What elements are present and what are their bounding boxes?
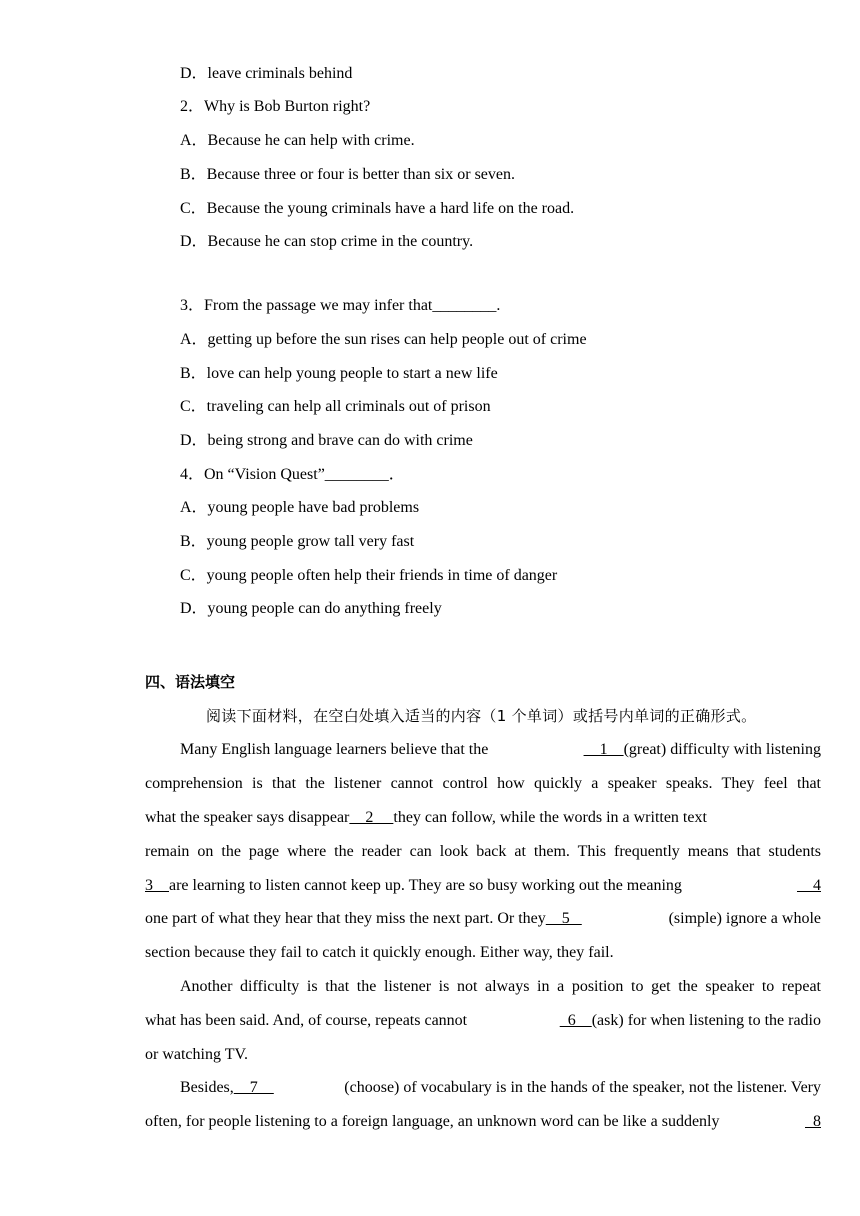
passage-text: one part of what they hear that they miss the next part. Or they bbox=[145, 910, 546, 927]
passage-line bbox=[180, 1078, 821, 1098]
q1-option-d: D．leave criminals behind bbox=[180, 65, 353, 82]
q3-option-b: B．love can help young people to start a new life bbox=[180, 365, 498, 382]
passage-line bbox=[145, 808, 821, 828]
section-instruction: 阅读下面材料，在空白处填入适当的内容（1 个单词）或括号内单词的正确形式。 bbox=[206, 707, 757, 725]
passage-text: what has been said. And, of course, repeats cannot bbox=[145, 1012, 468, 1029]
passage-line: section because they fail to catch it quickly enough. Either way, they fail. bbox=[145, 944, 614, 961]
blank-5[interactable]: 5 bbox=[545, 910, 582, 927]
passage-line bbox=[145, 876, 821, 896]
blank-2[interactable]: 2 bbox=[349, 809, 394, 826]
q2-option-b: B．Because three or four is better than six or seven. bbox=[180, 166, 516, 183]
q2-option-d: D．Because he can stop crime in the country. bbox=[180, 233, 474, 250]
passage-text: (ask) for when listening to the radio bbox=[591, 1012, 821, 1029]
passage-line bbox=[180, 740, 821, 760]
q4-option-c: C．young people often help their friends in time of danger bbox=[180, 567, 558, 584]
blank-1[interactable]: 1 bbox=[583, 741, 624, 758]
passage-text: what the speaker says disappear bbox=[145, 809, 350, 826]
q2-option-a: A．Because he can help with crime. bbox=[180, 132, 415, 149]
q4-stem: 4．On “Vision Quest”________． bbox=[180, 466, 405, 483]
blank-3[interactable]: 3 bbox=[145, 877, 169, 894]
section-heading: 四、语法填空 bbox=[145, 673, 236, 691]
passage-text: (simple) ignore a whole bbox=[668, 910, 821, 927]
passage-text: they can follow, while the words in a written text bbox=[393, 809, 707, 826]
passage-text: (great) difficulty with listening bbox=[623, 741, 821, 758]
blank-4[interactable]: 4 bbox=[797, 877, 821, 894]
passage-line: or watching TV. bbox=[145, 1046, 248, 1063]
q3-option-c: C．traveling can help all criminals out of prison bbox=[180, 398, 491, 415]
passage-text: remain on the page where the reader can look back at them. This frequently means that students bbox=[145, 843, 821, 860]
blank-8[interactable]: 8 bbox=[805, 1113, 821, 1130]
passage-text: comprehension is that the listener cannot control how quickly a speaker speaks. They feel that bbox=[145, 775, 821, 792]
passage-text: Another difficulty is that the listener is not always in a position to get the speaker to repeat bbox=[180, 978, 821, 995]
passage-line bbox=[145, 774, 821, 794]
q2-option-c: C．Because the young criminals have a hard life on the road. bbox=[180, 200, 575, 217]
blank-7[interactable]: 7 bbox=[233, 1079, 274, 1096]
q2-stem: 2．Why is Bob Burton right? bbox=[180, 98, 371, 115]
q4-option-b: B．young people grow tall very fast bbox=[180, 533, 415, 550]
q3-stem: 3．From the passage we may infer that________. bbox=[180, 297, 501, 314]
passage-line bbox=[145, 909, 821, 929]
passage-text: are learning to listen cannot keep up. They are so busy working out the meaning bbox=[169, 877, 682, 894]
passage-text: Besides, bbox=[180, 1079, 234, 1096]
q4-option-a: A．young people have bad problems bbox=[180, 499, 420, 516]
q3-option-d: D．being strong and brave can do with crime bbox=[180, 432, 473, 449]
passage-line bbox=[145, 1011, 821, 1031]
passage-line bbox=[145, 842, 821, 862]
passage-line bbox=[145, 1112, 821, 1132]
passage-text: often, for people listening to a foreign language, an unknown word can be like a suddenly bbox=[145, 1113, 720, 1130]
blank-6[interactable]: 6 bbox=[559, 1012, 592, 1029]
passage-line bbox=[180, 977, 821, 997]
passage-text: (choose) of vocabulary is in the hands of the speaker, not the listener. Very bbox=[344, 1079, 821, 1096]
q3-option-a: A．getting up before the sun rises can help people out of crime bbox=[180, 331, 587, 348]
q4-option-d: D．young people can do anything freely bbox=[180, 600, 442, 617]
passage-text: Many English language learners believe that the bbox=[180, 741, 489, 758]
